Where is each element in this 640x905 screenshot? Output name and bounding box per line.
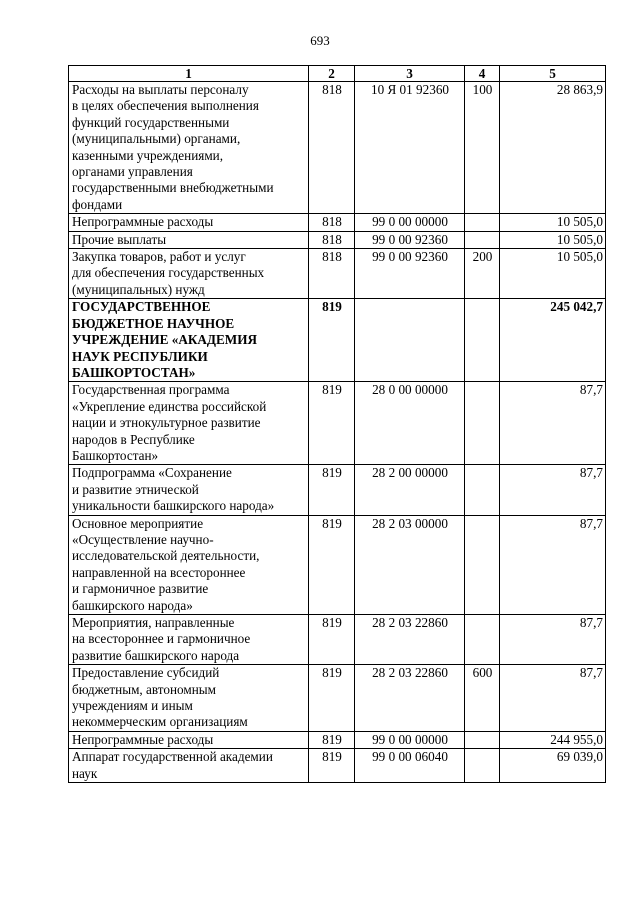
row-name-cell: ГОСУДАРСТВЕННОЕ БЮДЖЕТНОЕ НАУЧНОЕ УЧРЕЖДЕНИЕ «АКАДЕМИЯ НАУК РЕСПУБЛИКИ БАШКОРТОСТАН» [69, 299, 309, 382]
row-ved-cell: 818 [309, 231, 355, 248]
row-ved-cell: 819 [309, 465, 355, 515]
row-vr-cell [465, 731, 500, 748]
header-col-2: 2 [309, 66, 355, 82]
row-name-cell: Предоставление субсидий бюджетным, автономным учреждениям и иным некоммерческим организациям [69, 665, 309, 732]
row-sum-cell: 244 955,0 [500, 731, 606, 748]
table-row [69, 382, 606, 465]
row-vr-cell [465, 299, 500, 382]
row-name-cell: Расходы на выплаты персоналу в целях обеспечения выполнения функций государственными (муниципальными) органами, казенными учреждениями, органами управления государственными внебюджетными фондами [69, 82, 309, 214]
table-row [69, 749, 606, 783]
row-sum-cell: 87,7 [500, 382, 606, 465]
row-ved-cell: 819 [309, 382, 355, 465]
row-csr-cell: 99 0 00 00000 [355, 214, 465, 231]
header-col-1: 1 [69, 66, 309, 82]
row-ved-cell: 818 [309, 249, 355, 299]
row-sum-cell: 245 042,7 [500, 299, 606, 382]
row-ved-cell: 818 [309, 214, 355, 231]
row-ved-cell: 819 [309, 731, 355, 748]
row-sum-cell: 69 039,0 [500, 749, 606, 783]
row-name-cell: Прочие выплаты [69, 231, 309, 248]
table-row [69, 214, 606, 231]
row-csr-cell: 28 2 03 22860 [355, 615, 465, 665]
row-ved-cell: 818 [309, 82, 355, 214]
row-vr-cell [465, 465, 500, 515]
row-name-cell: Аппарат государственной академии наук [69, 749, 309, 783]
row-name-cell: Закупка товаров, работ и услуг для обеспечения государственных (муниципальных) нужд [69, 249, 309, 299]
row-ved-cell: 819 [309, 665, 355, 732]
table-row [69, 249, 606, 299]
row-vr-cell: 100 [465, 82, 500, 214]
row-name-cell: Непрограммные расходы [69, 731, 309, 748]
table-row [69, 615, 606, 665]
row-csr-cell: 28 2 03 00000 [355, 515, 465, 614]
row-ved-cell: 819 [309, 515, 355, 614]
row-name-cell: Государственная программа «Укрепление единства российской нации и этнокультурное развитие народов в Республике Башкортостан» [69, 382, 309, 465]
row-sum-cell: 28 863,9 [500, 82, 606, 214]
header-col-4: 4 [465, 66, 500, 82]
row-name-cell: Мероприятия, направленные на всестороннее и гармоничное развитие башкирского народа [69, 615, 309, 665]
table-row [69, 82, 606, 214]
row-csr-cell: 99 0 00 06040 [355, 749, 465, 783]
row-sum-cell: 10 505,0 [500, 214, 606, 231]
row-sum-cell: 87,7 [500, 515, 606, 614]
row-vr-cell [465, 615, 500, 665]
row-csr-cell: 99 0 00 92360 [355, 231, 465, 248]
row-csr-cell: 28 2 00 00000 [355, 465, 465, 515]
header-col-5: 5 [500, 66, 606, 82]
row-name-cell: Непрограммные расходы [69, 214, 309, 231]
row-vr-cell [465, 214, 500, 231]
row-csr-cell: 28 0 00 00000 [355, 382, 465, 465]
row-vr-cell: 200 [465, 249, 500, 299]
row-sum-cell: 87,7 [500, 615, 606, 665]
row-ved-cell: 819 [309, 749, 355, 783]
row-vr-cell: 600 [465, 665, 500, 732]
table-row [69, 299, 606, 382]
row-sum-cell: 10 505,0 [500, 249, 606, 299]
row-csr-cell: 10 Я 01 92360 [355, 82, 465, 214]
table-row [69, 465, 606, 515]
row-ved-cell: 819 [309, 615, 355, 665]
table-row [69, 231, 606, 248]
row-ved-cell: 819 [309, 299, 355, 382]
table-row [69, 731, 606, 748]
row-sum-cell: 87,7 [500, 465, 606, 515]
page-number: 693 [310, 33, 330, 48]
row-vr-cell [465, 231, 500, 248]
row-csr-cell [355, 299, 465, 382]
row-csr-cell: 28 2 03 22860 [355, 665, 465, 732]
table-row [69, 665, 606, 732]
row-vr-cell [465, 749, 500, 783]
header-col-3: 3 [355, 66, 465, 82]
row-vr-cell [465, 515, 500, 614]
table-row [69, 515, 606, 614]
row-name-cell: Основное мероприятие «Осуществление научно- исследовательской деятельности, направленной на всестороннее и гармоничное развитие башкирского народа» [69, 515, 309, 614]
row-name-cell: Подпрограмма «Сохранение и развитие этнической уникальности башкирского народа» [69, 465, 309, 515]
row-sum-cell: 10 505,0 [500, 231, 606, 248]
budget-table [68, 65, 606, 783]
row-csr-cell: 99 0 00 92360 [355, 249, 465, 299]
table-header-row [69, 66, 606, 82]
row-csr-cell: 99 0 00 00000 [355, 731, 465, 748]
row-vr-cell [465, 382, 500, 465]
row-sum-cell: 87,7 [500, 665, 606, 732]
